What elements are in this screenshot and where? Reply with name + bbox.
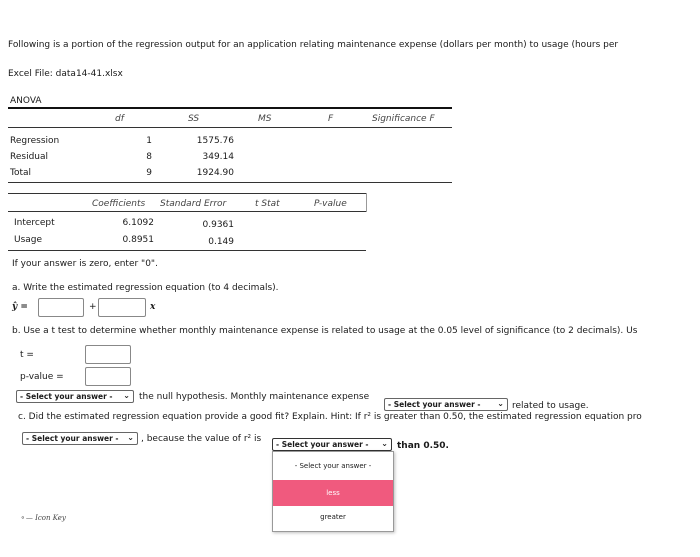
excel-file-label: Excel File: (8, 69, 53, 79)
chevron-down-icon: ⌄ (381, 439, 388, 448)
coef-row-usage-se: 0.149 (208, 237, 234, 247)
coef-row-usage-label: Usage (14, 235, 43, 245)
comparison-dropdown-menu (272, 451, 394, 532)
chevron-down-icon: ⌄ (497, 399, 504, 408)
related-select-value: - Select your answer - (388, 400, 481, 409)
p-value-input[interactable] (85, 367, 131, 386)
icon-key-label: Icon Key (35, 514, 66, 522)
coef-header-rule (8, 211, 366, 212)
related-to-usage-text: related to usage. (512, 401, 589, 411)
comparison-select[interactable] (272, 438, 392, 451)
anova-row-total-df: 9 (146, 168, 152, 178)
part-c-text: c. Did the estimated regression equation provide a good fit? Explain. Hint: If r² is greater than 0.50, the estimated regression equation pro (18, 412, 642, 422)
dropdown-option-less[interactable]: less (273, 480, 393, 506)
part-b-text: b. Use a t test to determine whether monthly maintenance expense is related to usage at the 0.05 level of significance (to 2 decimals). Us (12, 326, 638, 336)
anova-row-regression-label: Regression (10, 136, 60, 146)
excel-file-link[interactable]: data14-41.xlsx (55, 69, 123, 79)
because-text: , because the value of r² is (141, 434, 262, 444)
coef-row-intercept-coef: 6.1092 (122, 218, 154, 228)
coef-header-tstat: t Stat (255, 199, 280, 209)
dropdown-option-greater[interactable]: greater (320, 513, 346, 521)
anova-header-df: df (115, 114, 124, 124)
anova-row-regression-df: 1 (146, 136, 152, 146)
x-variable: x (150, 302, 156, 312)
than-text: than 0.50. (397, 441, 449, 451)
intro-text: Following is a portion of the regression output for an application relating maintenance expense (dollars per month) to usage (hours per (8, 40, 619, 50)
reject-select-value: - Select your answer - (20, 392, 113, 401)
t-stat-input[interactable] (85, 345, 131, 364)
yhat-label: ŷ = (12, 302, 28, 312)
plus-sign: + (89, 302, 97, 312)
t-label: t = (20, 350, 34, 360)
anova-top-rule (8, 107, 452, 109)
coef-header-stderr: Standard Error (160, 199, 227, 209)
anova-row-residual-df: 8 (146, 152, 152, 162)
coef-row-intercept-se: 0.9361 (202, 220, 234, 230)
anova-row-total-ss: 1924.90 (196, 168, 234, 178)
anova-row-residual-ss: 349.14 (202, 152, 234, 162)
coef-row-intercept-label: Intercept (14, 218, 55, 228)
anova-header-sigf: Significance F (372, 114, 435, 124)
p-value-label: p-value = (20, 372, 64, 382)
intercept-input[interactable] (38, 298, 84, 317)
null-hypothesis-text: the null hypothesis. Monthly maintenance expense (139, 392, 370, 402)
coef-right-edge (366, 193, 367, 212)
slope-input[interactable] (98, 298, 146, 317)
anova-row-total-label: Total (10, 168, 32, 178)
coef-header-coefficients: Coefficients (92, 199, 146, 209)
icon-key[interactable] (20, 514, 66, 522)
anova-header-ms: MS (258, 114, 272, 124)
comparison-select-value: - Select your answer - (276, 440, 369, 449)
reject-select[interactable] (16, 390, 134, 403)
anova-header-f: F (328, 114, 334, 124)
anova-title: ANOVA (10, 96, 42, 106)
anova-row-regression-ss: 1575.76 (196, 136, 234, 146)
excel-file-line (8, 69, 123, 79)
part-a-text: a. Write the estimated regression equation (to 4 decimals). (12, 283, 279, 293)
chevron-down-icon: ⌄ (123, 391, 130, 400)
anova-header-rule (8, 127, 452, 128)
dropdown-option-placeholder[interactable]: - Select your answer - (294, 462, 372, 470)
coef-header-pvalue: P-value (314, 199, 347, 209)
chevron-down-icon: ⌄ (127, 433, 134, 442)
anova-bottom-rule (8, 182, 452, 183)
key-icon: ⚬— (20, 514, 33, 522)
good-fit-select-value: - Select your answer - (26, 434, 119, 443)
related-select[interactable] (384, 398, 508, 411)
zero-note: If your answer is zero, enter "0". (12, 259, 158, 269)
coef-row-usage-coef: 0.8951 (122, 235, 154, 245)
coef-bottom-rule (8, 250, 366, 251)
coef-top-rule (8, 193, 366, 194)
anova-header-ss: SS (188, 114, 200, 124)
anova-row-residual-label: Residual (10, 152, 49, 162)
good-fit-select[interactable] (22, 432, 138, 445)
